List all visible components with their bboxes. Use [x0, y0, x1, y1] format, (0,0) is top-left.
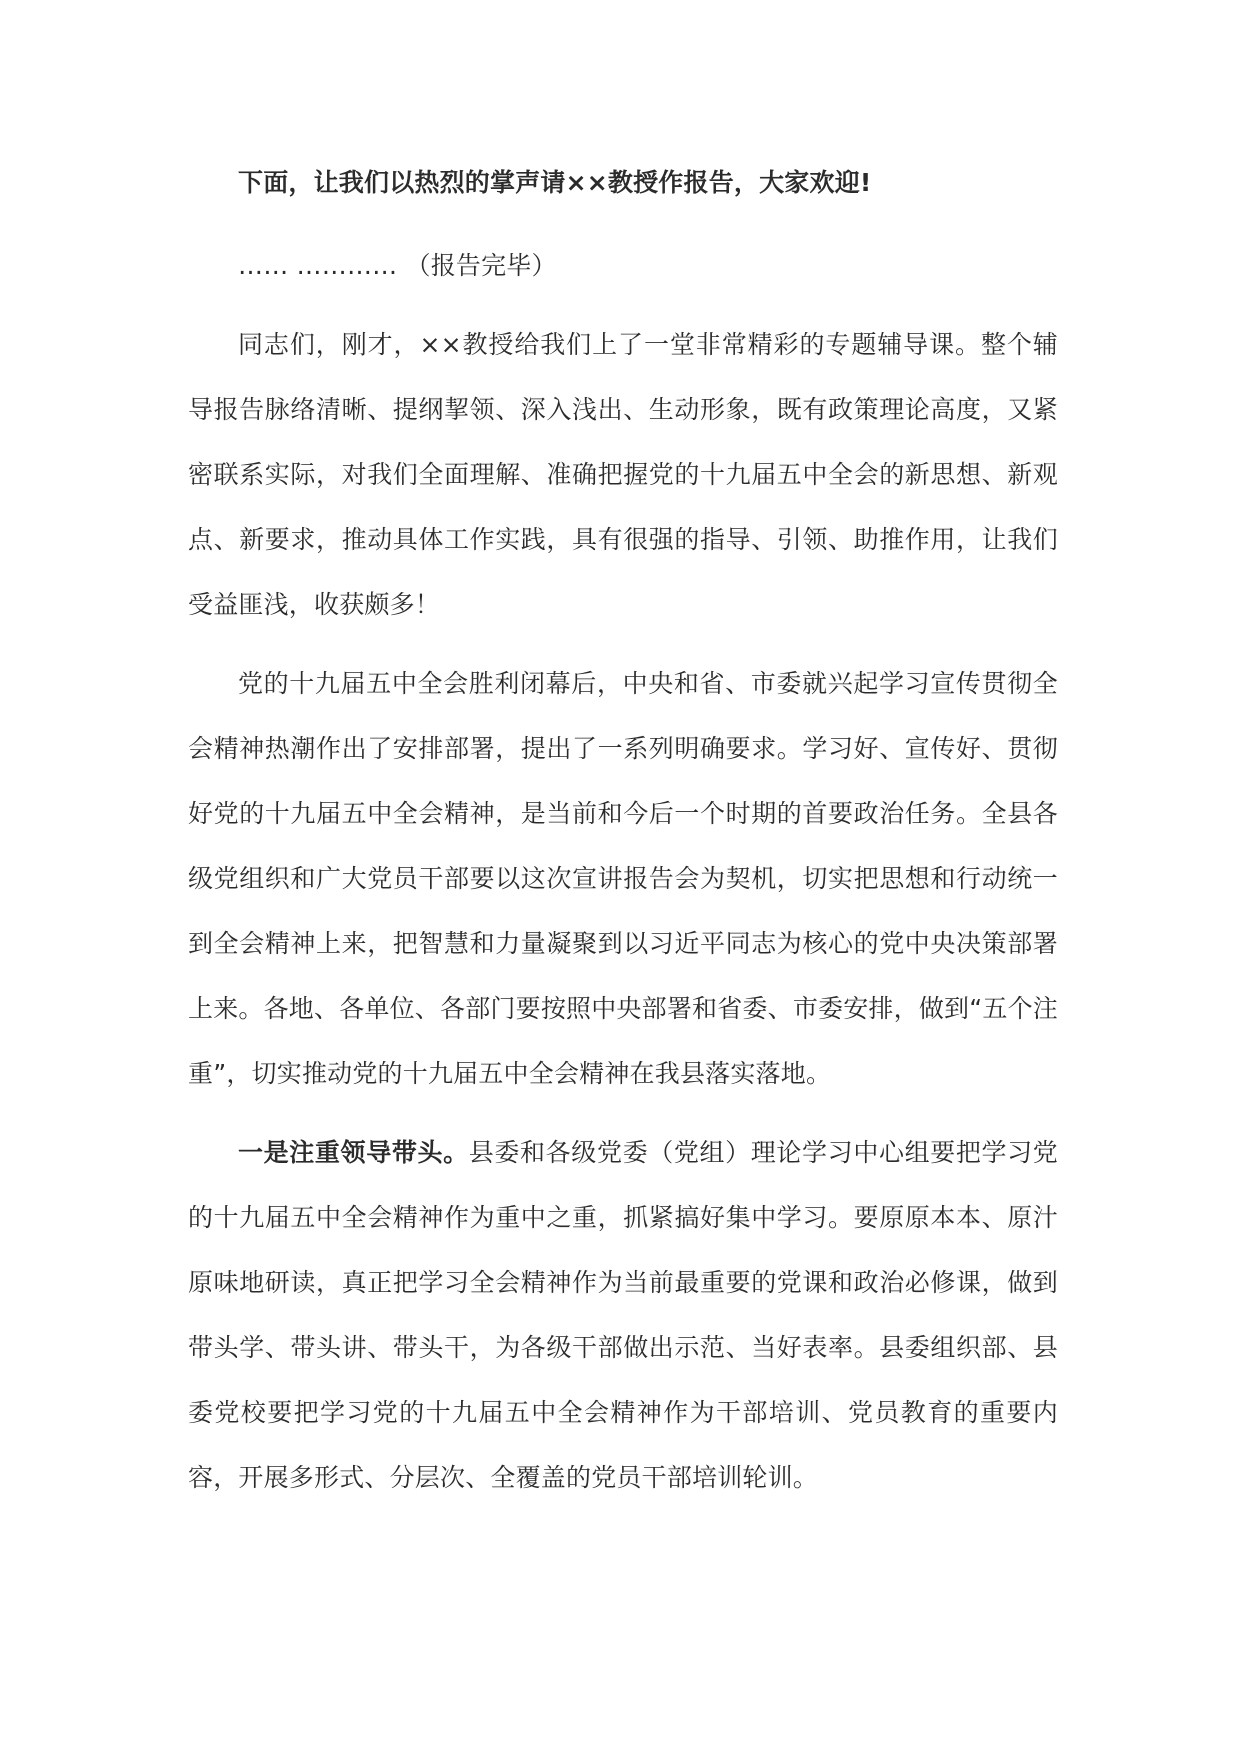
document-page	[188, 150, 1058, 1524]
opening-line: 下面，让我们以热烈的掌声请××教授作报告，大家欢迎!	[238, 168, 872, 197]
paragraph-leadership-body: 县委和各级党委（党组）理论学习中心组要把学习党的十九届五中全会精神作为重中之重，抓紧搞好集中学习。要原原本本、原汁原味地研读，真正把学习全会精神作为当前最重要的党课和政治必修课，做到带头学、带头讲、带头干，为各级干部做出示范、当好表率。县委组织部、县委党校要把学习党的十九届五中全会精神作为干部培训、党员教育的重要内容，开展多形式、分层次、全覆盖的党员干部培训轮训。	[188, 1138, 1058, 1492]
report-finished-note: …… ………… （报告完毕）	[238, 251, 557, 280]
paragraph-leadership	[188, 1120, 1058, 1510]
paragraph-leadership-heading: 一是注重领导带头。	[238, 1138, 469, 1167]
paragraph-requirements: 党的十九届五中全会胜利闭幕后，中央和省、市委就兴起学习宣传贯彻全会精神热潮作出了安排部署，提出了一系列明确要求。学习好、宣传好、贯彻好党的十九届五中全会精神，是当前和今后一个时期的首要政治任务。全县各级党组织和广大党员干部要以这次宣讲报告会为契机，切实把思想和行动统一到全会精神上来，把智慧和力量凝聚到以习近平同志为核心的党中央决策部署上来。各地、各单位、各部门要按照中央部署和省委、市委安排，做到“五个注重”，切实推动党的十九届五中全会精神在我县落实落地。	[188, 669, 1058, 1088]
paragraph-evaluation: 同志们，刚才，××教授给我们上了一堂非常精彩的专题辅导课。整个辅导报告脉络清晰、提纲挈领、深入浅出、生动形象，既有政策理论高度，又紧密联系实际，对我们全面理解、准确把握党的十九届五中全会的新思想、新观点、新要求，推动具体工作实践，具有很强的指导、引领、助推作用，让我们受益匪浅，收获颇多！	[188, 330, 1058, 619]
